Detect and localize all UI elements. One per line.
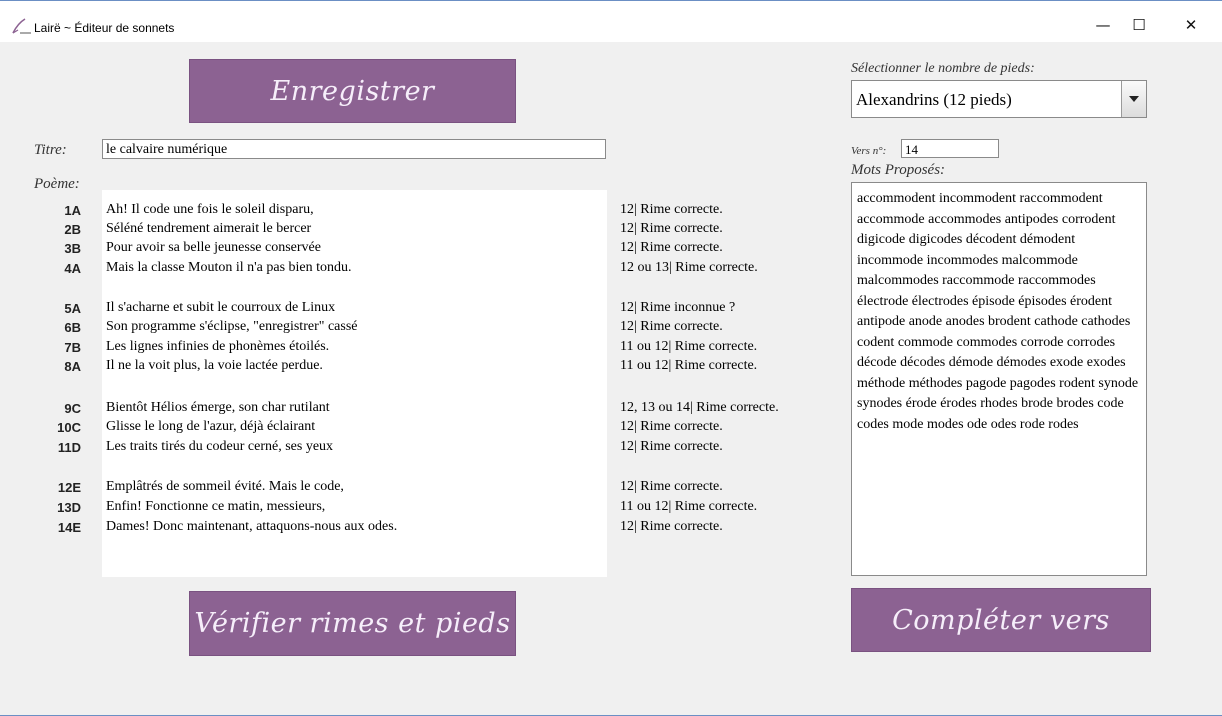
- line-number: 4A: [64, 261, 81, 276]
- close-button[interactable]: ✕: [1184, 16, 1198, 34]
- poem-line: Glisse le long de l'azur, déjà éclairant: [106, 419, 316, 434]
- poem-line: Les lignes infinies de phonèmes étoilés.: [106, 339, 330, 354]
- line-status: 12| Rime correcte.: [620, 479, 723, 494]
- poem-line: Il s'acharne et subit le courroux de Linux: [106, 300, 336, 315]
- suggestions-text-area[interactable]: accommodent incommodent raccommodent accommode accommodes antipodes corrodent digicode digicodes décodent démodent incommode incommodes malcommode malcommodes raccommode raccommodes électrode électrodes épisode épisodes érodent antipode anode anodes brodent cathode cathodes codent commode commodes corrode corrodes décode décodes démode démodes exode exodes méthode méthodes pagode pagodes rodent synode synodes érode érodes rhodes brode brodes code codes mode modes ode odes rode rodes: [851, 182, 1147, 576]
- line-number: 6B: [64, 320, 81, 335]
- line-status: 12| Rime correcte.: [620, 202, 723, 217]
- dropdown-arrow-icon[interactable]: [1121, 81, 1146, 117]
- minimize-button[interactable]: —: [1095, 16, 1111, 34]
- title-input[interactable]: le calvaire numérique: [102, 139, 606, 159]
- line-status: 12| Rime correcte.: [620, 439, 723, 454]
- line-number: 14E: [57, 520, 81, 535]
- verse-label: Vers n°:: [851, 145, 887, 157]
- poem-line: Ah! Il code une fois le soleil disparu,: [106, 202, 314, 217]
- line-status: 11 ou 12| Rime correcte.: [620, 358, 758, 373]
- meter-select[interactable]: [851, 80, 1147, 118]
- window-title: Lairë ~ Éditeur de sonnets: [34, 21, 175, 35]
- line-status: 12 ou 13| Rime correcte.: [620, 260, 758, 275]
- line-number: 3B: [64, 241, 81, 256]
- title-bar: [0, 0, 1222, 42]
- line-status: 12, 13 ou 14| Rime correcte.: [620, 400, 779, 415]
- poem-label: Poème:: [34, 176, 80, 192]
- line-number: 2B: [64, 222, 81, 237]
- poem-line: Son programme s'éclipse, "enregistrer" cassé: [106, 319, 358, 334]
- line-status: 12| Rime inconnue ?: [620, 300, 736, 315]
- line-status: 12| Rime correcte.: [620, 221, 723, 236]
- line-number: 11D: [57, 440, 81, 455]
- suggestions-label: Mots Proposés:: [851, 162, 946, 178]
- line-number: 7B: [64, 340, 81, 355]
- poem-line: Séléné tendrement aimerait le bercer: [106, 221, 312, 236]
- meter-select-value: Alexandrins (12 pieds): [856, 90, 1012, 109]
- poem-line: Enfin! Fonctionne ce matin, messieurs,: [106, 499, 326, 514]
- line-number: 1A: [64, 203, 81, 218]
- poem-line: Mais la classe Mouton il n'a pas bien tondu.: [106, 260, 352, 275]
- maximize-button[interactable]: ☐: [1132, 16, 1146, 34]
- title-label: Titre:: [34, 142, 67, 158]
- line-number: 12E: [57, 480, 81, 495]
- line-status: 12| Rime correcte.: [620, 519, 723, 534]
- line-status: 11 ou 12| Rime correcte.: [620, 499, 758, 514]
- poem-line: Bientôt Hélios émerge, son char rutilant: [106, 400, 330, 415]
- poem-line: Pour avoir sa belle jeunesse conservée: [106, 240, 321, 255]
- complete-verse-button[interactable]: Compléter vers: [851, 588, 1151, 652]
- poem-line: Dames! Donc maintenant, attaquons-nous aux odes.: [106, 519, 398, 534]
- line-number: 5A: [64, 301, 81, 316]
- line-status: 11 ou 12| Rime correcte.: [620, 339, 758, 354]
- line-status: 12| Rime correcte.: [620, 319, 723, 334]
- line-number: 10C: [57, 420, 81, 435]
- poem-line: Il ne la voit plus, la voie lactée perdue.: [106, 358, 323, 373]
- poem-line: Les traits tirés du codeur cerné, ses yeux: [106, 439, 334, 454]
- save-button[interactable]: Enregistrer: [189, 59, 516, 123]
- meter-label: Sélectionner le nombre de pieds:: [851, 61, 1035, 76]
- verify-rhymes-button[interactable]: Vérifier rimes et pieds: [189, 591, 516, 656]
- line-status: 12| Rime correcte.: [620, 240, 723, 255]
- line-number: 8A: [64, 359, 81, 374]
- line-number: 13D: [57, 500, 81, 515]
- quill-icon: [10, 17, 32, 35]
- line-status: 12| Rime correcte.: [620, 419, 723, 434]
- poem-line: Emplâtrés de sommeil évité. Mais le code,: [106, 479, 344, 494]
- line-number: 9C: [64, 401, 81, 416]
- verse-number-input[interactable]: 14: [901, 139, 999, 158]
